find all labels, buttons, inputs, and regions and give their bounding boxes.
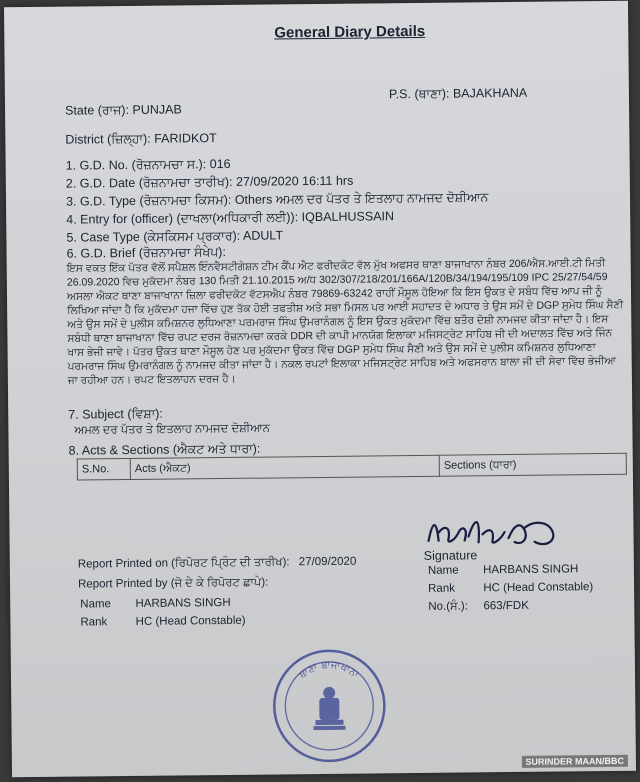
- gd-type-label: 3. G.D. Type (ਰੋਜ਼ਨਾਮਚਾ ਕਿਸਮ):: [65, 192, 232, 209]
- acts-header: Acts (ਐਕਟ): [130, 455, 439, 479]
- printed-on-label: Report Printed on (ਰਿਪੋਰਟ ਪ੍ਰਿੰਟ ਦੀ ਤਾਰੀਖ):: [77, 556, 290, 571]
- sections-header: Sections (ਧਾਰਾ): [439, 453, 626, 476]
- gd-no-label: 1. G.D. No. (ਰੋਜ਼ਨਾਮਚਾ ਸ.):: [65, 157, 207, 173]
- ps-value: BAJAKHANA: [452, 85, 528, 101]
- signer-name-row: [428, 563, 579, 577]
- printed-by-name-row: [80, 597, 231, 611]
- gd-date-row: [66, 174, 354, 192]
- printed-by-name-value: HARBANS SINGH: [135, 596, 231, 610]
- district-label: District (ਜ਼ਿਲ੍ਹਾ):: [65, 131, 151, 147]
- subject-value: ਅਮਲ ਦਰ ਪੱਤਰ ਤੇ ਇਤਲਾਹ ਨਾਮਜਦ ਦੋਸ਼ੀਆਨ: [74, 422, 270, 437]
- police-station-seal: [269, 645, 390, 766]
- ps-label: P.S. (ਥਾਣਾ):: [388, 86, 450, 102]
- acts-table: [77, 453, 627, 481]
- signer-no-row: [428, 600, 529, 614]
- gd-brief-label: 6. G.D. Brief (ਰੋਜ਼ਨਾਮਚਾ ਸੰਖੇਪ):: [66, 244, 226, 261]
- gd-no-value: 016: [209, 156, 231, 172]
- district-value: FARIDKOT: [154, 131, 217, 146]
- photo-credit: SURINDER MAAN/BBC: [521, 755, 628, 768]
- state-label: State (ਰਾਜ):: [64, 102, 130, 118]
- entry-for-label: 4. Entry for (officer) (ਦਾਖਲਾ(ਅਧਿਕਾਰੀ ਲਈ)):: [66, 210, 299, 227]
- signer-rank-value: HC (Head Constable): [483, 581, 594, 595]
- entry-for-row: [66, 209, 394, 227]
- printed-by-rank-row: [80, 615, 245, 629]
- printed-on-value: 27/09/2020: [298, 555, 357, 569]
- handwritten-signature: [424, 509, 574, 553]
- svg-text:ਥਾਣਾ ਬਾਜਾਖਾਨਾ: ਥਾਣਾ ਬਾਜਾਖਾਨਾ: [297, 659, 361, 682]
- gd-type-value: Others ਅਮਲ ਦਰ ਪੱਤਰ ਤੇ ਇਤਲਾਹ ਨਾਮਜਦ ਦੋਸ਼ੀਆਨ: [234, 190, 489, 207]
- signer-name-value: HARBANS SINGH: [483, 563, 579, 577]
- case-type-label: 5. Case Type (ਕੇਸਕਿਸਮ ਪ੍ਰਕਾਰ):: [66, 228, 241, 245]
- printed-on-row: [78, 556, 357, 572]
- signer-rank-row: [428, 581, 593, 595]
- sno-header: S.No.: [77, 458, 130, 480]
- page-title: General Diary Details: [274, 22, 426, 42]
- ps-field: [389, 86, 527, 102]
- signer-no-label: No.(ਸੰ.):: [428, 600, 468, 613]
- document-page: [4, 1, 636, 777]
- gd-brief-text: ਇਸ ਵਕਤ ਇੱਕ ਪੱਤਰ ਵੱਲੋਂ ਸਪੈਸ਼ਲ ਇੰਨਵੈਸਟੀਗੇਸ਼ਨ ਟੀਮ ਕੈਂਪ ਐਟ ਫਰੀਦਕੋਟ ਵੱਲ ਮੁੱਖ ਅਫਸਰ ਥਾਣਾ ਬਾਜਾਖਾਨਾ ਨੰਬਰ 206/ਐਸ.ਆਈ.ਟੀ ਮਿਤੀ 26.09.2020 ਵਿਚ ਮੁਕੱਦਮਾ ਨੰਬਰ 130 ਮਿਤੀ 21.10.2015 ਅ/ਧ 302/307/218/201/166A/120B/34/194/195/109 IPC 25/27/54/59 ਅਸਲਾ ਐਕਟ ਥਾਣਾ ਬਾਜਾਖਾਨਾ ਜ਼ਿਲਾ ਫਰੀਦਕੋਟ ਵੱਟਸਐਪ ਨੰਬਰ 79869-63242 ਰਾਹੀਂ ਮੌਸੂਲ ਹੋਇਆ ਕਿ ਇਸ ਉਕਤ ਦੇ ਸਬੰਧ ਵਿੱਚ ਆਪ ਜੀ ਨੂੰ ਲਿਖਿਆ ਜਾਂਦਾ ਹੈ ਕਿ ਮੁਕੱਦਮਾ ਹਜਾ ਵਿੱਚ ਹੁਣ ਤੱਕ ਹੋਈ ਤਫਤੀਸ਼ ਅਤੇ ਸਭਾ ਮਿਸਲ ਪਰ ਆਈ ਸਹਾਦਤ ਦੇ ਅਧਾਰ ਤੇ ਉਸ ਸਮੇਂ ਦੇ DGP ਸੁਮੇਧ ਸਿੰਘ ਸੈਣੀ ਅਤੇ ਉਸ ਸਮੇਂ ਦੇ ਪੁਲੀਸ ਕਮਿਸ਼ਨਰ ਲੁਧਿਆਣਾ ਪਰਮਰਾਜ ਸਿੰਘ ਉਮਰਾਨੰਗਲ ਨੂੰ ਇਸ ਉਕਤ ਮੁਕੱਦਮਾ ਵਿੱਚ ਬਤੌਰ ਦੋਸ਼ੀ ਨਾਮਜਦ ਕੀਤਾ ਜਾਂਦਾ ਹੈ। ਇਸ ਸਬੰਧੀ ਥਾਣਾ ਬਾਜਾਖਾਨਾ ਵਿੱਚ ਰਪਟ ਦਰਜ ਰੋਜ਼ਨਾਮਚਾ ਕਰਕੇ DDR ਦੀ ਕਾਪੀ ਮਾਨਯੋਗ ਇਲਾਕਾ ਮਜਿਸਟ੍ਰੇਟ ਸਾਹਿਬ ਜੀ ਦੀ ਅਦਾਲਤ ਵਿੱਚ ਅਤੇ ਜਿੰਨ ਖਾਸ ਭੇਜੀ ਜਾਵੇ। ਪੱਤਰ ਉਕਤ ਥਾਣਾ ਮੌਸੂਲ ਹੋਣ ਪਰ ਮੁਕੱਦਮਾ ਉਕਤ ਵਿੱਚ DGP ਸੁਮੇਧ ਸਿੰਘ ਸੈਣੀ ਅਤੇ ਉਸ ਸਮੇਂ ਦੇ ਪੁਲੀਸ ਕਮਿਸ਼ਨਰ ਲੁਧਿਆਣਾ ਪਰਮਰਾਜ ਸਿੰਘ ਉਮਰਾਨੰਗਲ ਨੂੰ ਨਾਮਜਦ ਕੀਤਾ ਜਾਂਦਾ ਹੈ। ਨਕਲ ਰਪਟਾਂ ਇਲਾਕਾ ਮਜਿਸਟ੍ਰੇਟ ਸਾਹਿਬ ਅਤੇ ਅਫਸਰਾਨ ਬਾਲਾ ਜੀ ਦੀ ਸੇਵਾ ਵਿੱਚ ਭੇਜੀਆ ਜਾ ਰਹੀਆ ਹਨ। ਰਪਟ ਇਤਲਾਹਨ ਦਰਜ ਹੈ।: [66, 257, 624, 387]
- signer-rank-label: Rank: [428, 582, 456, 595]
- district-field: [65, 131, 216, 148]
- gd-date-value: 27/09/2020 16:11 hrs: [235, 173, 354, 189]
- printed-by-name-label: Name: [80, 598, 111, 611]
- acts-table-header-row: [77, 453, 626, 480]
- gd-type-row: [66, 190, 488, 209]
- state-field: [65, 102, 182, 118]
- signer-name-label: Name: [427, 564, 459, 577]
- case-type-value: ADULT: [242, 228, 284, 243]
- printed-by-rank-label: Rank: [80, 616, 108, 629]
- state-value: PUNJAB: [132, 102, 182, 117]
- signature-label: Signature: [423, 548, 478, 563]
- gd-date-label: 2. G.D. Date (ਰੋਜ਼ਨਾਮਚਾ ਤਾਰੀਖ):: [65, 174, 233, 191]
- signer-no-value: 663/FDK: [483, 599, 529, 613]
- subject-label: 7. Subject (ਵਿਸ਼ਾ):: [68, 406, 163, 422]
- acts-sections-label: 8. Acts & Sections (ਐਕਟ ਅਤੇ ਧਾਰਾ):: [68, 441, 261, 458]
- entry-for-value: IQBALHUSSAIN: [301, 209, 395, 225]
- printed-by-label: Report Printed by (ਜੋ ਦੇ ਕੇ ਰਿਪੋਰਟ ਛਾਪੇ):: [77, 576, 269, 591]
- gd-no-row: [66, 157, 231, 174]
- printed-by-rank-value: HC (Head Constable): [135, 614, 246, 628]
- case-type-row: [66, 228, 283, 245]
